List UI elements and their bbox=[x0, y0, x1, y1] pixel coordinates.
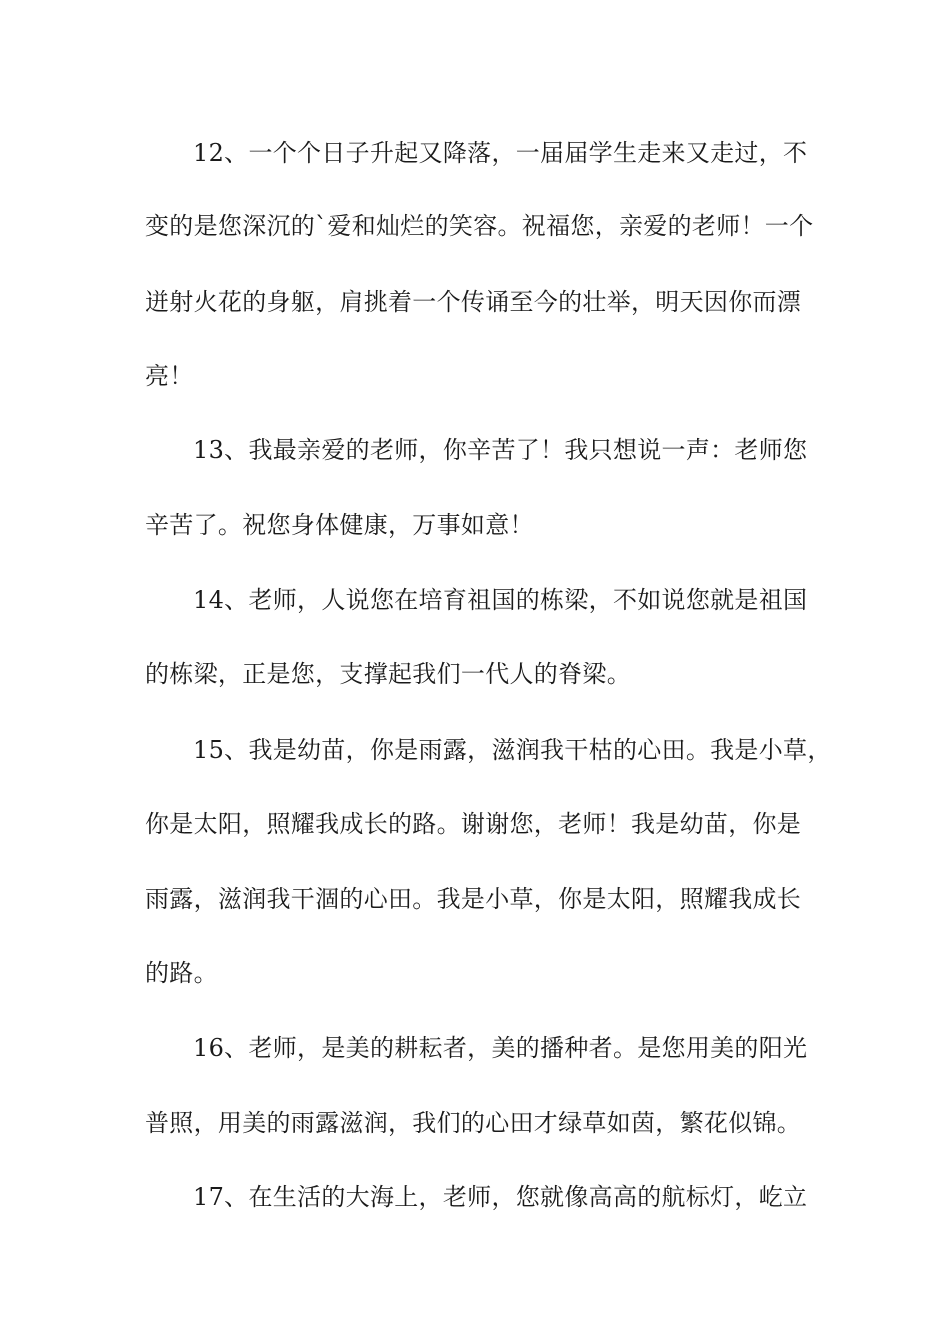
paragraph-12-line-1: 12、一个个日子升起又降落，一届届学生走来又走过，不 bbox=[193, 139, 808, 167]
paragraph-14-line-1: 14、老师，人说您在培育祖国的栋梁，不如说您就是祖国 bbox=[193, 586, 808, 614]
paragraph-15-line-2: 你是太阳，照耀我成长的路。谢谢您，老师！我是幼苗，你是 bbox=[145, 810, 802, 838]
paragraph-13-line-1: 13、我最亲爱的老师，你辛苦了！我只想说一声：老师您 bbox=[193, 436, 808, 464]
paragraph-15-line-4: 的路。 bbox=[145, 959, 218, 987]
paragraph-12-line-2: 变的是您深沉的`爱和灿烂的笑容。祝福您，亲爱的老师！一个 bbox=[145, 212, 814, 240]
paragraph-16-line-1: 16、老师，是美的耕耘者，美的播种者。是您用美的阳光 bbox=[193, 1034, 808, 1062]
paragraph-13-line-2: 辛苦了。祝您身体健康，万事如意！ bbox=[145, 511, 534, 539]
paragraph-16-line-2: 普照，用美的雨露滋润，我们的心田才绿草如茵，繁花似锦。 bbox=[145, 1109, 802, 1137]
paragraph-15-line-3: 雨露，滋润我干涸的心田。我是小草，你是太阳，照耀我成长 bbox=[145, 885, 802, 913]
paragraph-15-line-1: 15、我是幼苗，你是雨露，滋润我干枯的心田。我是小草， bbox=[193, 736, 832, 764]
paragraph-17-line-1: 17、在生活的大海上，老师，您就像高高的航标灯，屹立 bbox=[193, 1183, 808, 1211]
paragraph-12-line-4: 亮！ bbox=[145, 362, 194, 390]
paragraph-12-line-3: 迸射火花的身躯，肩挑着一个传诵至今的壮举，明天因你而漂 bbox=[145, 288, 802, 316]
paragraph-14-line-2: 的栋梁，正是您，支撑起我们一代人的脊梁。 bbox=[145, 660, 631, 688]
